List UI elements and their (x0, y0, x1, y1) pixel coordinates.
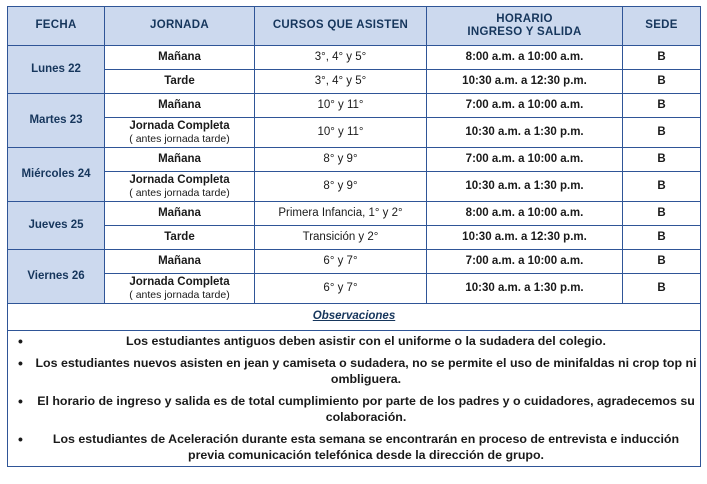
column-header-jornada: JORNADA (105, 7, 255, 46)
sede-cell: B (623, 250, 701, 274)
column-header-fecha: FECHA (8, 7, 105, 46)
sede-cell: B (623, 94, 701, 118)
observations-title: Observaciones (8, 304, 701, 331)
day-cell-martes: Martes 23 (8, 94, 105, 148)
sede-cell: B (623, 118, 701, 148)
jornada-label: Jornada Completa (129, 120, 230, 133)
column-header-cursos: CURSOS QUE ASISTEN (255, 7, 427, 46)
jornada-cell (105, 118, 255, 148)
table-row (8, 70, 701, 94)
table-row (8, 250, 701, 274)
horario-cell: 10:30 a.m. a 12:30 p.m. (427, 70, 623, 94)
list-item: • Los estudiantes de Aceleración durante esta semana se encontrarán en proceso de entrevista e inducción previa comunicación telefónica desde la dirección de grupo. (33, 431, 697, 464)
jornada-cell (105, 172, 255, 202)
sede-cell: B (623, 148, 701, 172)
jornada-cell: Tarde (105, 70, 255, 94)
jornada-sublabel: ( antes jornada tarde) (129, 186, 230, 199)
jornada-label: Jornada Completa (129, 174, 230, 187)
sede-cell: B (623, 226, 701, 250)
column-header-horario-line2: INGRESO Y SALIDA (467, 26, 582, 38)
schedule-table (7, 6, 701, 467)
table-header-row (8, 7, 701, 46)
cursos-cell: 3°, 4° y 5° (255, 70, 427, 94)
table-row (8, 46, 701, 70)
table-head (8, 7, 701, 46)
day-cell-miercoles: Miércoles 24 (8, 148, 105, 202)
jornada-label: Jornada Completa (129, 276, 230, 289)
horario-cell: 7:00 a.m. a 10:00 a.m. (427, 250, 623, 274)
list-item: • El horario de ingreso y salida es de total cumplimiento por parte de los padres y o cuidadores, agradecemos su colaboración. (33, 393, 697, 426)
table-row (8, 274, 701, 304)
cursos-cell: 10° y 11° (255, 118, 427, 148)
list-item: • Los estudiantes antiguos deben asistir con el uniforme o la sudadera del colegio. (33, 333, 697, 350)
list-item: • Los estudiantes nuevos asisten en jean y camiseta o sudadera, no se permite el uso de minifaldas ni crop top ni ombliguera. (33, 355, 697, 388)
cursos-cell: 6° y 7° (255, 274, 427, 304)
table-body (8, 46, 701, 467)
column-header-horario (427, 7, 623, 46)
jornada-cell (105, 274, 255, 304)
table-row (8, 202, 701, 226)
cursos-cell: 3°, 4° y 5° (255, 46, 427, 70)
column-header-horario-line1: HORARIO (496, 12, 553, 25)
horario-cell: 7:00 a.m. a 10:00 a.m. (427, 148, 623, 172)
jornada-cell: Mañana (105, 94, 255, 118)
table-row (8, 118, 701, 148)
horario-cell: 8:00 a.m. a 10:00 a.m. (427, 202, 623, 226)
jornada-cell: Mañana (105, 46, 255, 70)
table-row (8, 172, 701, 202)
day-cell-jueves: Jueves 25 (8, 202, 105, 250)
sede-cell: B (623, 202, 701, 226)
cursos-cell: Transición y 2° (255, 226, 427, 250)
cursos-cell: 6° y 7° (255, 250, 427, 274)
day-cell-viernes: Viernes 26 (8, 250, 105, 304)
jornada-cell: Mañana (105, 148, 255, 172)
sede-cell: B (623, 70, 701, 94)
jornada-cell: Tarde (105, 226, 255, 250)
sede-cell: B (623, 172, 701, 202)
jornada-sublabel: ( antes jornada tarde) (129, 288, 230, 301)
observations-body (8, 331, 701, 467)
jornada-sublabel: ( antes jornada tarde) (129, 132, 230, 145)
horario-cell: 10:30 a.m. a 1:30 p.m. (427, 118, 623, 148)
observations-list (11, 333, 697, 464)
table-row (8, 94, 701, 118)
observations-row (8, 331, 701, 467)
cursos-cell: 10° y 11° (255, 94, 427, 118)
cursos-cell: 8° y 9° (255, 172, 427, 202)
horario-cell: 10:30 a.m. a 1:30 p.m. (427, 172, 623, 202)
jornada-cell: Mañana (105, 250, 255, 274)
horario-cell: 10:30 a.m. a 1:30 p.m. (427, 274, 623, 304)
table-row (8, 148, 701, 172)
jornada-cell: Mañana (105, 202, 255, 226)
column-header-sede: SEDE (623, 7, 701, 46)
horario-cell: 7:00 a.m. a 10:00 a.m. (427, 94, 623, 118)
cursos-cell: Primera Infancia, 1° y 2° (255, 202, 427, 226)
horario-cell: 8:00 a.m. a 10:00 a.m. (427, 46, 623, 70)
day-cell-lunes: Lunes 22 (8, 46, 105, 94)
observations-title-row (8, 304, 701, 331)
cursos-cell: 8° y 9° (255, 148, 427, 172)
sede-cell: B (623, 274, 701, 304)
table-row (8, 226, 701, 250)
sede-cell: B (623, 46, 701, 70)
horario-cell: 10:30 a.m. a 12:30 p.m. (427, 226, 623, 250)
